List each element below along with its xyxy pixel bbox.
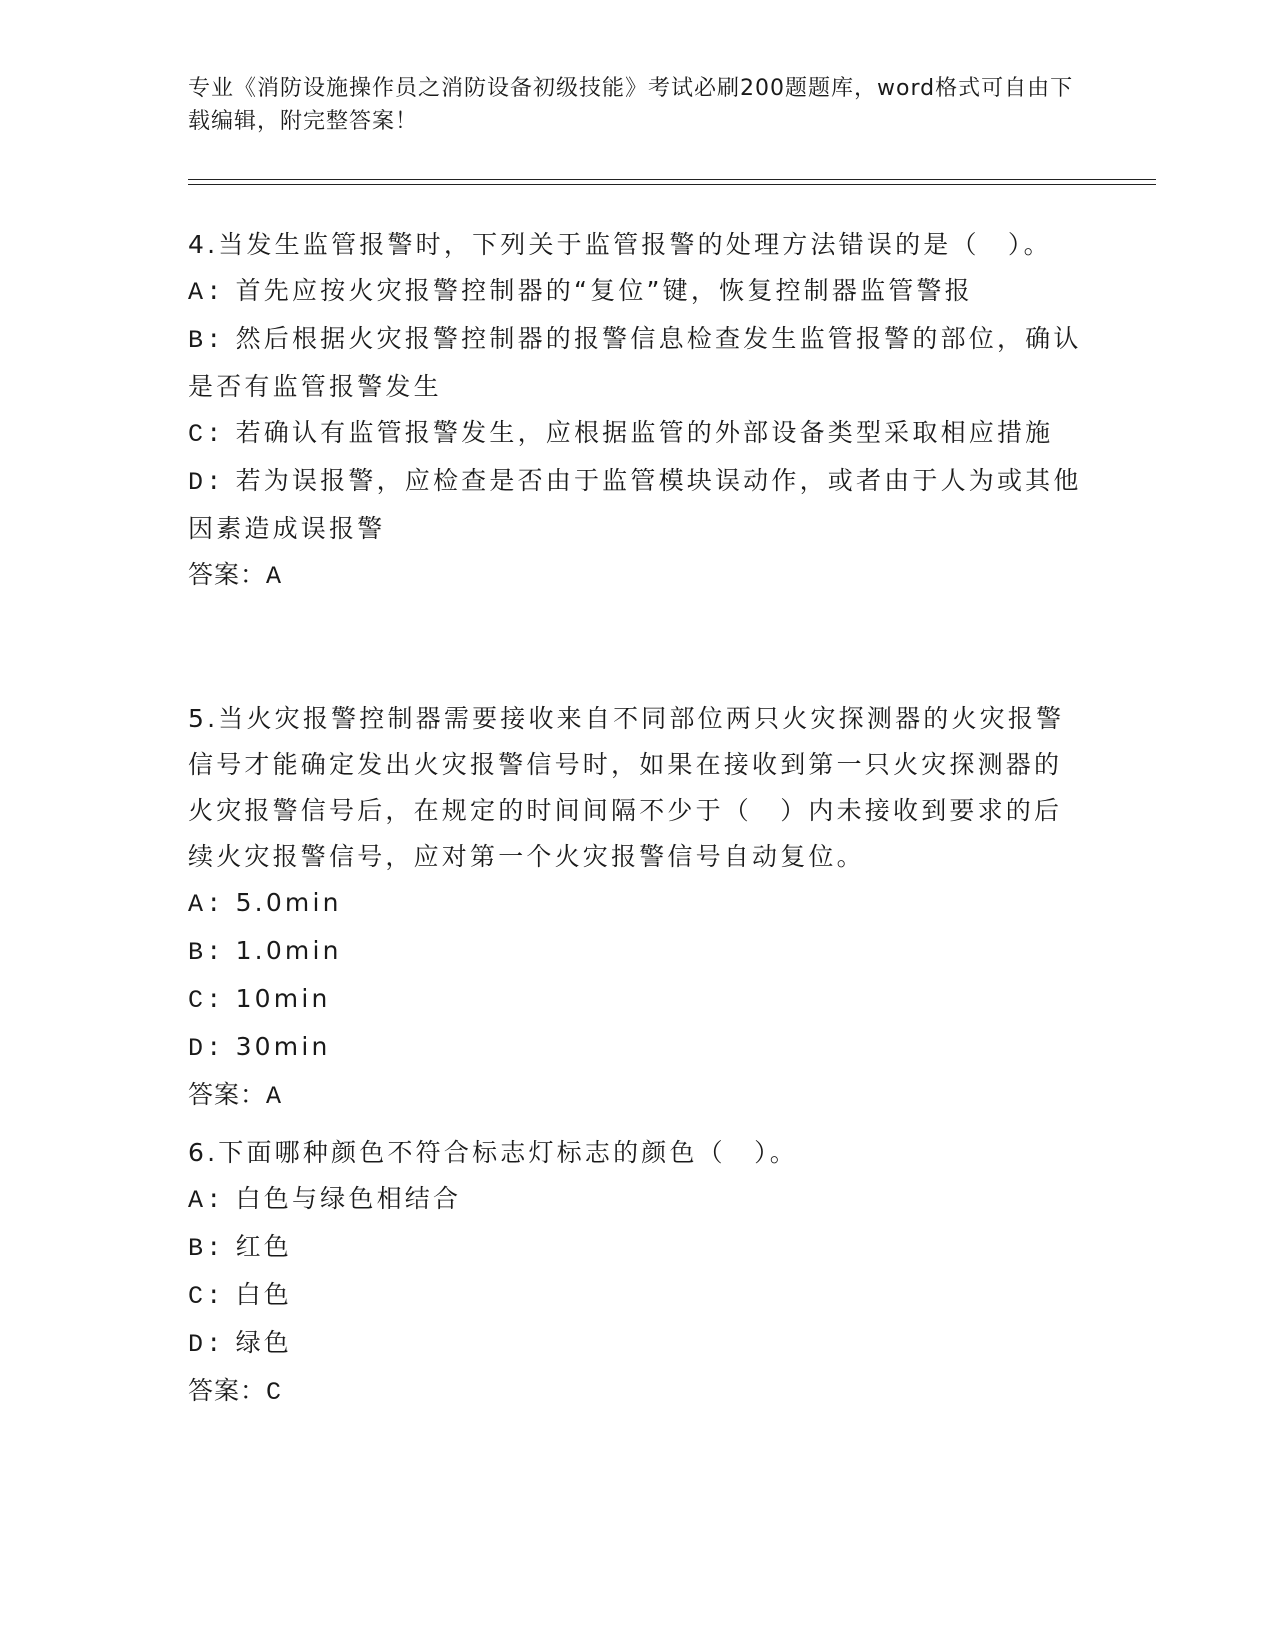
- option-d: [188, 458, 1088, 552]
- document-header: [188, 72, 1088, 138]
- header-divider-top: [188, 179, 1156, 180]
- option-a: [188, 268, 1088, 316]
- option-text: 白色与绿色相结合: [235, 1184, 462, 1213]
- option-text: 然后根据火灾报警控制器的报警信息检查发生监管报警的部位，确认是否有监管报警发生: [188, 324, 1082, 401]
- question-number: 6.: [188, 1138, 219, 1167]
- option-key: C:: [188, 1282, 225, 1311]
- option-key: D:: [188, 468, 225, 497]
- option-text: 若为误报警，应检查是否由于监管模块误动作，或者由于人为或其他因素造成误报警: [188, 466, 1082, 543]
- option-a: [188, 1176, 1088, 1224]
- question-text: 下面哪种颜色不符合标志灯标志的颜色（ ）。: [218, 1138, 798, 1167]
- option-key: C:: [188, 986, 225, 1015]
- answer-label: 答案：: [188, 1080, 267, 1109]
- option-text: 5.0min: [235, 888, 342, 917]
- option-key: A:: [188, 278, 225, 307]
- header-divider-bottom: [188, 184, 1156, 185]
- question-number: 4.: [188, 230, 219, 259]
- answer: [188, 1072, 1088, 1120]
- option-c: [188, 976, 1088, 1024]
- question-stem: [188, 1130, 1088, 1176]
- answer: [188, 1368, 1088, 1416]
- option-key: C:: [188, 420, 225, 449]
- question-text: 当发生监管报警时，下列关于监管报警的处理方法错误的是（ ）。: [218, 230, 1052, 259]
- option-text: 若确认有监管报警发生，应根据监管的外部设备类型采取相应措施: [235, 418, 1054, 447]
- option-a: [188, 880, 1088, 928]
- option-text: 30min: [235, 1032, 331, 1061]
- answer-value: A: [266, 1082, 283, 1111]
- option-b: [188, 316, 1088, 410]
- option-key: D:: [188, 1330, 225, 1359]
- option-key: A:: [188, 890, 225, 919]
- option-text: 1.0min: [235, 936, 342, 965]
- option-d: [188, 1024, 1088, 1072]
- option-b: [188, 928, 1088, 976]
- header-title: 专业《消防设施操作员之消防设备初级技能》考试必刷200题题库，word格式可自由下载编辑，附完整答案！: [188, 76, 1074, 134]
- question-number: 5.: [188, 704, 219, 733]
- option-key: B:: [188, 938, 225, 967]
- question-5: [188, 696, 1088, 1120]
- option-text: 红色: [235, 1232, 292, 1261]
- answer: [188, 552, 1088, 600]
- option-text: 10min: [235, 984, 331, 1013]
- question-text: 当火灾报警控制器需要接收来自不同部位两只火灾探测器的火灾报警信号才能确定发出火灾报警信号时，如果在接收到第一只火灾探测器的火灾报警信号后，在规定的时间间隔不少于（ ）内未接收到要求的后续火灾报警信号，应对第一个火灾报警信号自动复位。: [188, 704, 1065, 871]
- option-d: [188, 1320, 1088, 1368]
- answer-value: C: [266, 1378, 283, 1407]
- answer-value: A: [266, 562, 283, 591]
- question-stem: [188, 696, 1088, 880]
- option-c: [188, 410, 1088, 458]
- answer-label: 答案：: [188, 1376, 267, 1405]
- option-key: A:: [188, 1186, 225, 1215]
- option-text: 白色: [235, 1280, 292, 1309]
- option-text: 首先应按火灾报警控制器的“复位”键，恢复控制器监管警报: [235, 276, 973, 305]
- option-key: D:: [188, 1034, 225, 1063]
- question-6: [188, 1130, 1088, 1416]
- option-c: [188, 1272, 1088, 1320]
- answer-label: 答案：: [188, 560, 267, 589]
- option-key: B:: [188, 1234, 225, 1263]
- question-4: [188, 222, 1088, 600]
- option-text: 绿色: [235, 1328, 292, 1357]
- option-key: B:: [188, 326, 225, 355]
- option-b: [188, 1224, 1088, 1272]
- question-stem: [188, 222, 1088, 268]
